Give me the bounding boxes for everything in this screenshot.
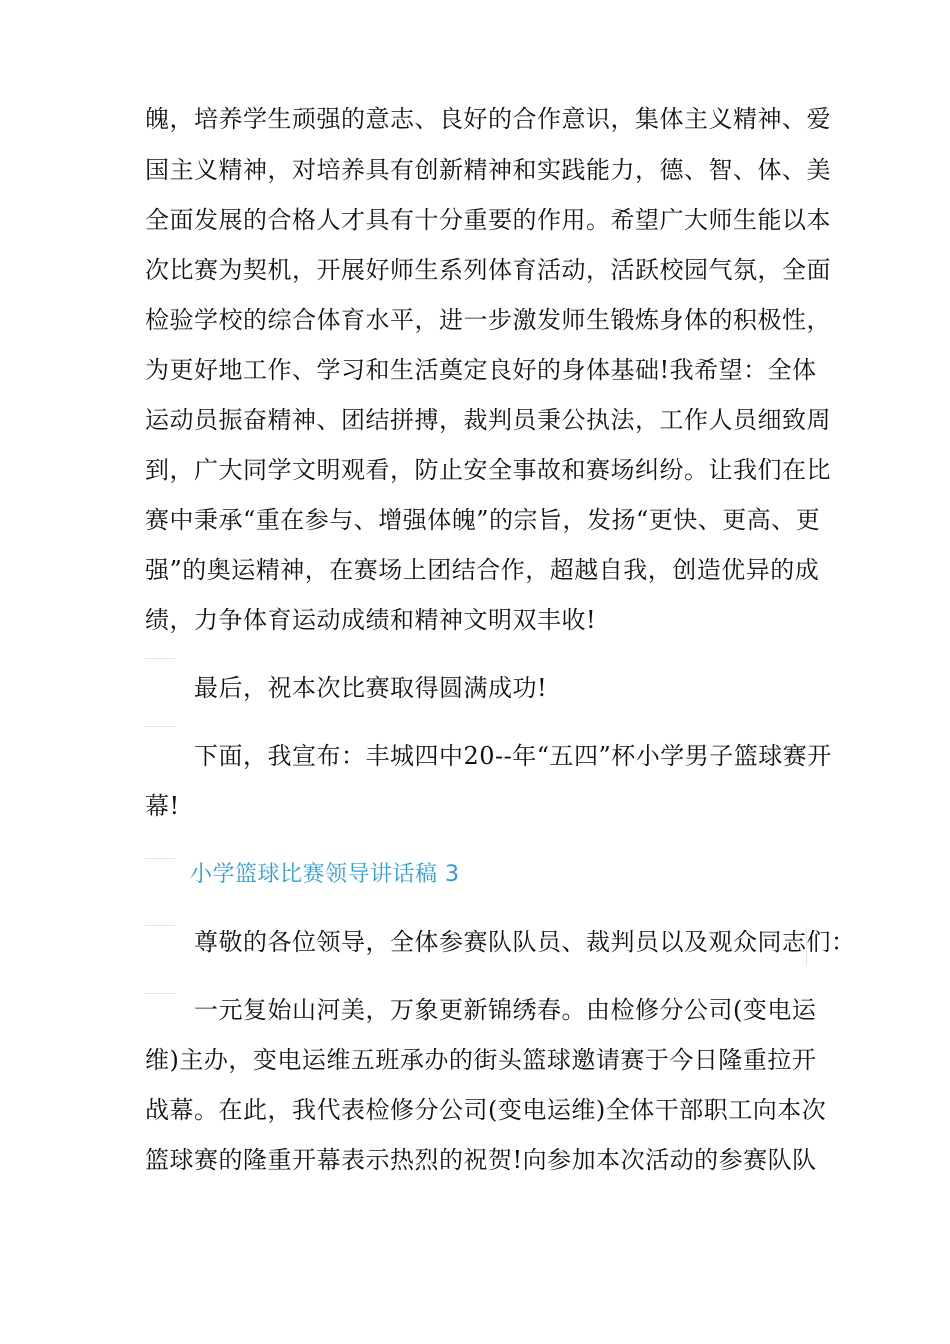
text-line: 国主义精神，对培养具有创新精神和实践能力，德、智、体、美 <box>145 156 831 184</box>
text-line: 维)主办，变电运维五班承办的街头篮球邀请赛于今日隆重拉开 <box>145 1046 817 1074</box>
text-line: 赛中秉承“重在参与、增强体魄”的宗旨，发扬“更快、更高、更 <box>145 506 821 534</box>
text-line: 绩，力争体育运动成绩和精神文明双丰收! <box>145 606 597 634</box>
paragraph-guide <box>145 993 175 994</box>
text-line: 下面，我宣布：丰城四中20--年“五四”杯小学男子篮球赛开 <box>145 742 832 770</box>
paragraph-guide <box>145 925 175 926</box>
section-heading: 小学篮球比赛领导讲话稿 3 <box>145 862 460 887</box>
paragraph-guide <box>145 658 175 659</box>
text-line: 到，广大同学文明观看，防止安全事故和赛场纠纷。让我们在比 <box>145 456 831 484</box>
paragraph-closing: 最后，祝本次比赛取得圆满成功! <box>145 674 548 702</box>
text-line: 强”的奥运精神，在赛场上团结合作，超越自我，创造优异的成 <box>145 556 820 584</box>
text-line: 篮球赛的隆重开幕表示热烈的祝贺!向参加本次活动的参赛队队 <box>145 1146 817 1174</box>
text-line: 全面发展的合格人才具有十分重要的作用。希望广大师生能以本 <box>145 206 831 234</box>
text-line: 运动员振奋精神、团结拼搏，裁判员秉公执法，工作人员细致周 <box>145 406 831 434</box>
paragraph-guide <box>145 858 175 859</box>
text-line: 检验学校的综合体育水平，进一步激发师生锻炼身体的积极性， <box>145 306 831 334</box>
paragraph-guide <box>145 726 175 727</box>
text-line: 魄，培养学生顽强的意志、良好的合作意识，集体主义精神、爱 <box>145 105 831 133</box>
text-line: 次比赛为契机，开展好师生系列体育活动，活跃校园气氛，全面 <box>145 256 831 284</box>
text-line: 为更好地工作、学习和生活奠定良好的身体基础!我希望：全体 <box>145 356 817 384</box>
text-line: 战幕。在此，我代表检修分公司(变电运维)全体干部职工向本次 <box>145 1096 827 1124</box>
text-line: 幕! <box>145 792 180 820</box>
salutation: 尊敬的各位领导，全体参赛队队员、裁判员以及观众同志们： <box>145 928 856 956</box>
text-line: 一元复始山河美，万象更新锦绣春。由检修分公司(变电运 <box>145 996 817 1024</box>
